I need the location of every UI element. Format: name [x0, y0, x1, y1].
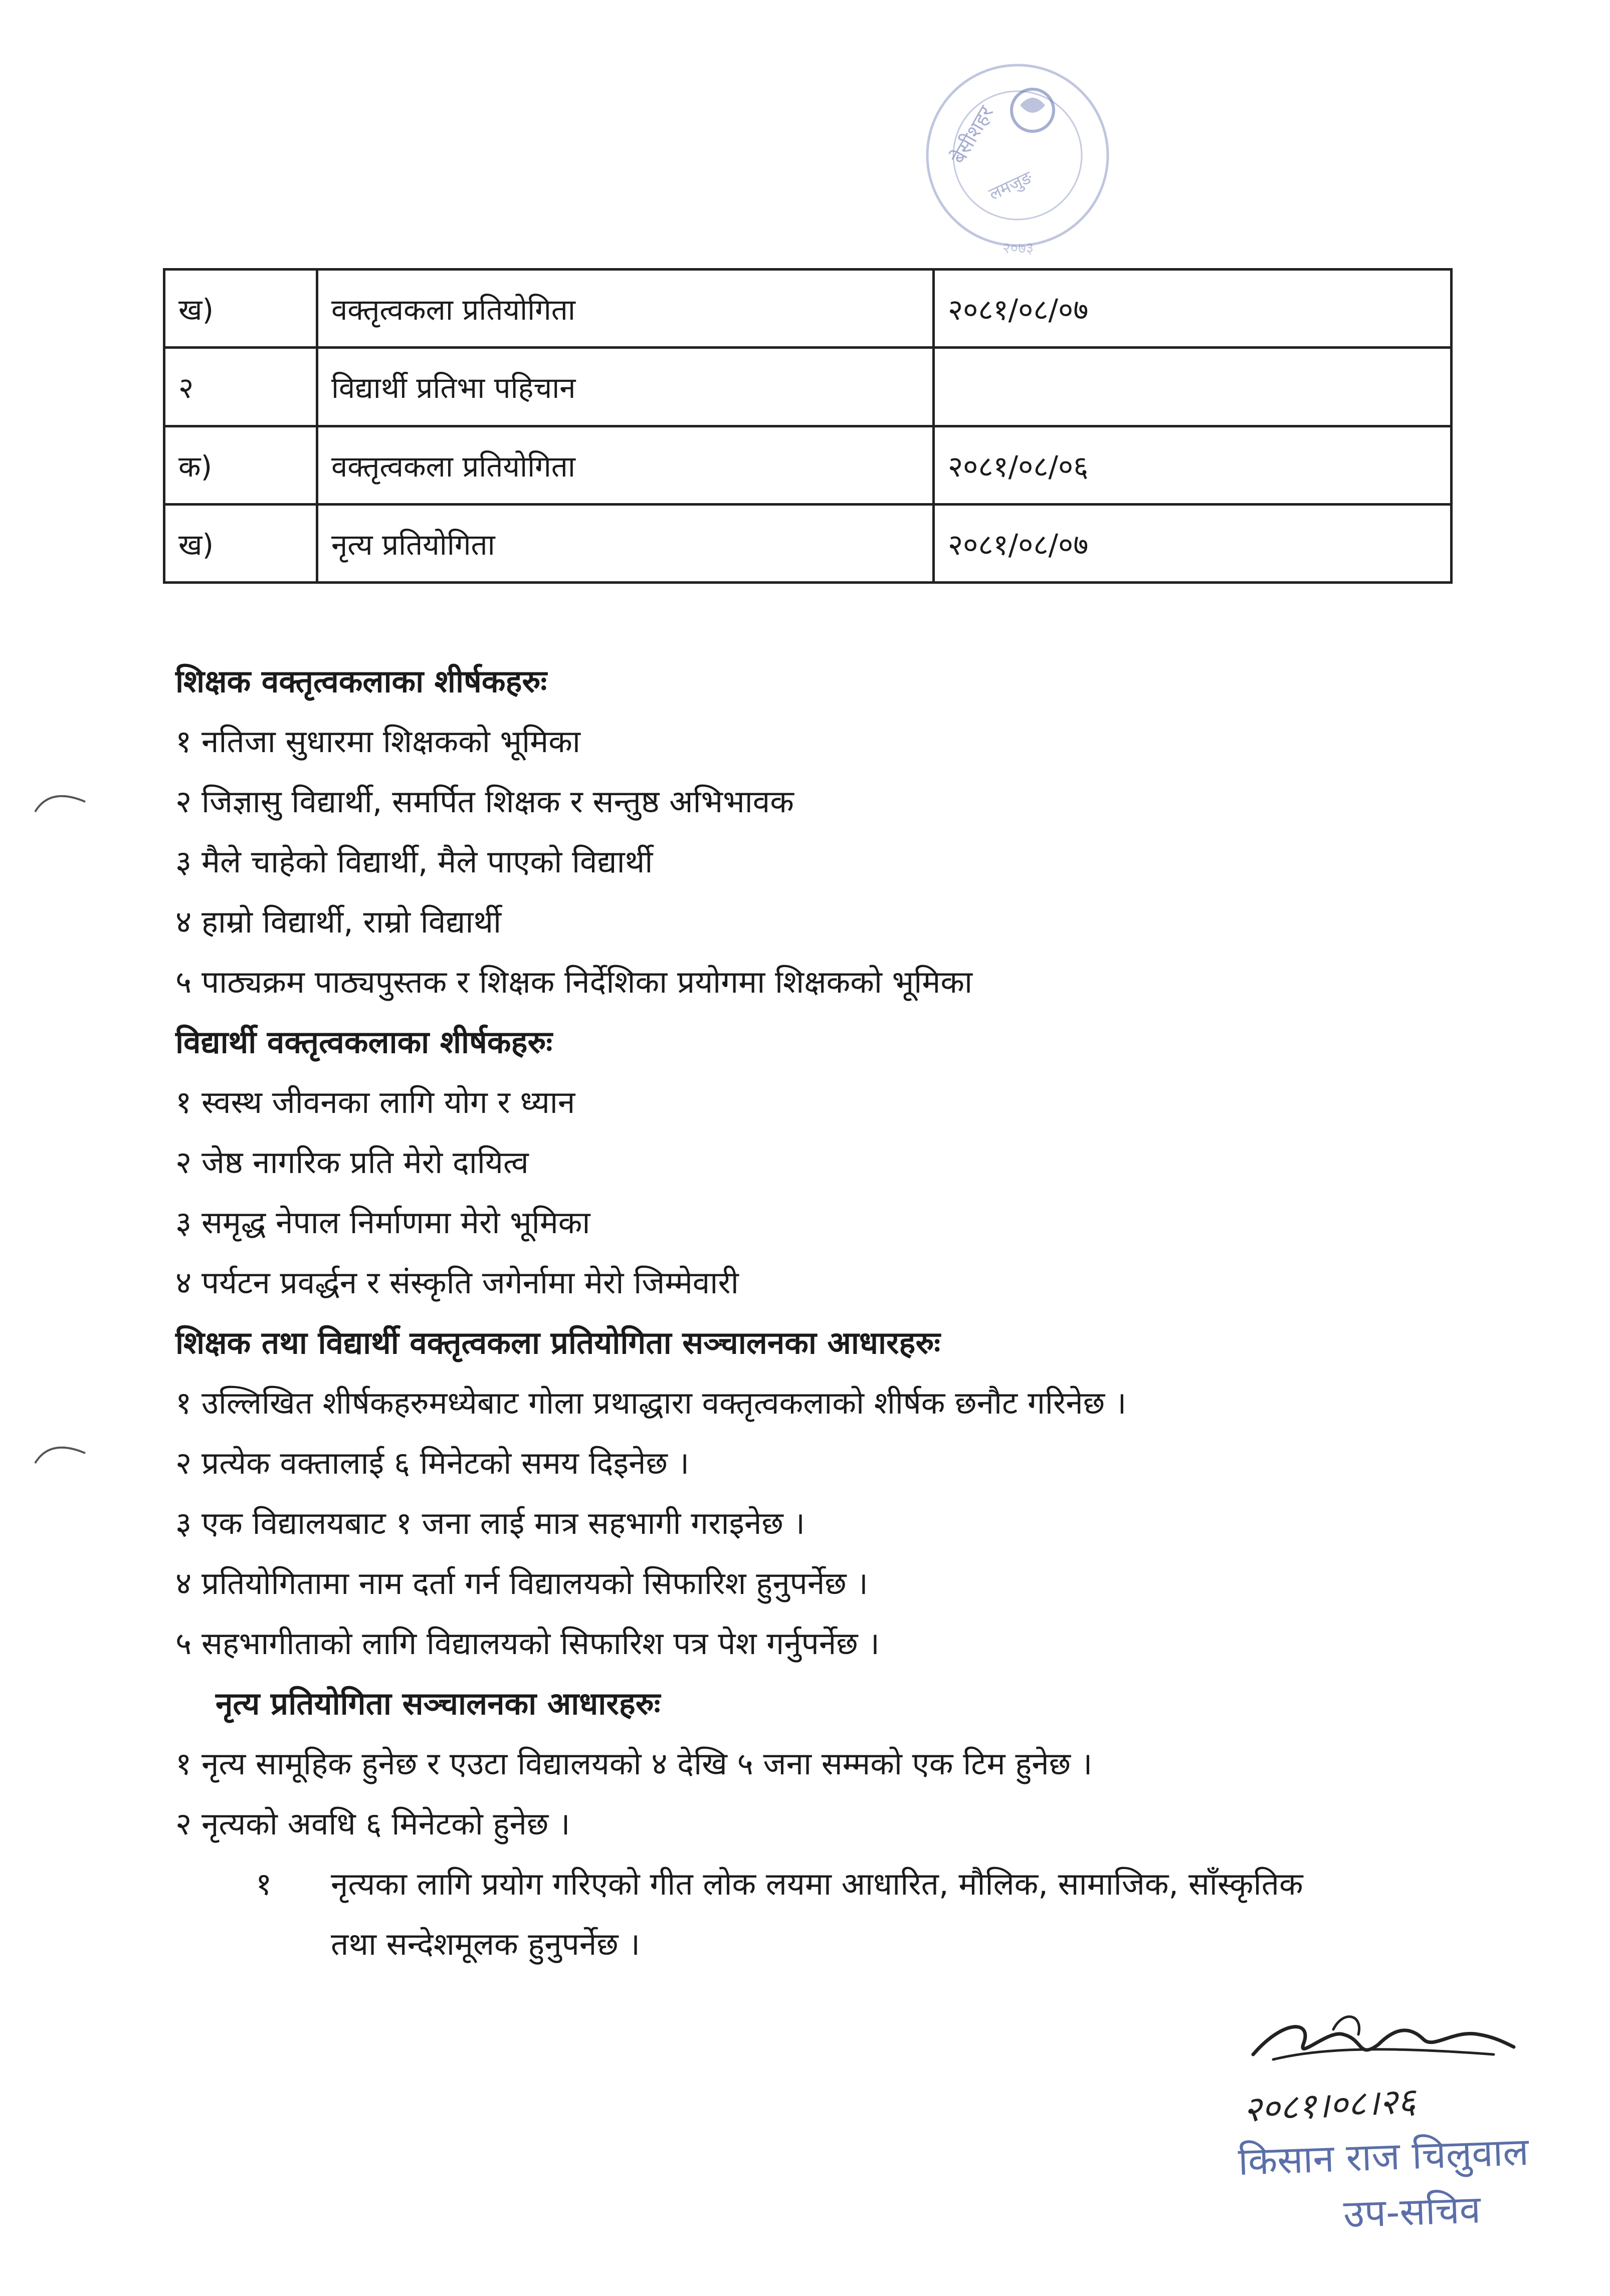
- event-name: नृत्य प्रतियोगिता: [317, 504, 934, 582]
- svg-text:लमजुङ: लमजुङ: [985, 167, 1036, 205]
- teacher-topics-heading: शिक्षक वक्तृत्वकलाका शीर्षकहरुः: [175, 663, 547, 700]
- row-number: ख): [164, 270, 317, 348]
- signatory-title: उप-सचिव: [1342, 2187, 1482, 2236]
- list-item: २ नृत्यको अवधि ६ मिनेटको हुनेछ ।: [175, 1805, 570, 1842]
- svg-text:बेसीशहर: बेसीशहर: [946, 102, 998, 168]
- event-date: २०८१/०८/०७: [934, 504, 1452, 582]
- list-item: ३ समृद्ध नेपाल निर्माणमा मेरो भूमिका: [175, 1204, 590, 1241]
- note-text: नृत्यका लागि प्रयोग गरिएको गीत लोक लयमा आधारित, मौलिक, सामाजिक, साँस्कृतिक: [331, 1866, 1303, 1902]
- row-number: २: [164, 348, 317, 426]
- document-body: [175, 651, 1429, 1974]
- list-item: ४ हाम्रो विद्यार्थी, राम्रो विद्यार्थी: [175, 903, 502, 940]
- list-item: १ स्वस्थ जीवनका लागि योग र ध्यान: [175, 1084, 575, 1120]
- list-item: २ जेष्ठ नागरिक प्रति मेरो दायित्व: [175, 1144, 529, 1181]
- list-item: ५ पाठ्यक्रम पाठ्यपुस्तक र शिक्षक निर्देशिका प्रयोगमा शिक्षकको भूमिका: [175, 964, 973, 1000]
- row-number: ख): [164, 504, 317, 582]
- event-name: वक्तृत्वकला प्रतियोगिता: [317, 270, 934, 348]
- list-item: ३ एक विद्यालयबाट १ जना लाई मात्र सहभागी गराइनेछ ।: [175, 1505, 806, 1541]
- scan-edge-mark: [30, 1433, 90, 1478]
- office-stamp-seal: [917, 50, 1118, 271]
- list-item: ३ मैले चाहेको विद्यार्थी, मैले पाएको विद्यार्थी: [175, 843, 653, 880]
- list-item: १ नृत्य सामूहिक हुनेछ र एउटा विद्यालयको ४ देखि ५ जना सम्मको एक टिम हुनेछ ।: [175, 1745, 1093, 1782]
- note-number: १: [256, 1866, 272, 1902]
- student-topics-heading: विद्यार्थी वक्तृत्वकलाका शीर्षकहरुः: [175, 1024, 553, 1060]
- list-item: ४ प्रतियोगितामा नाम दर्ता गर्न विद्यालयको सिफारिश हुनुपर्नेछ ।: [175, 1565, 868, 1601]
- event-name: वक्तृत्वकला प्रतियोगिता: [317, 426, 934, 504]
- list-item: २ प्रत्येक वक्तालाई ६ मिनेटको समय दिइनेछ ।: [175, 1445, 690, 1481]
- dance-rules-heading: नृत्य प्रतियोगिता सञ्चालनका आधारहरुः: [216, 1685, 661, 1722]
- table-row: [164, 504, 1452, 582]
- signature-date: २०८१।०८।२६: [1242, 2080, 1417, 2130]
- list-item: १ उल्लिखित शीर्षकहरुमध्येबाट गोला प्रथाद्धारा वक्तृत्वकलाको शीर्षक छनौट गरिनेछ ।: [175, 1385, 1127, 1421]
- event-date: [934, 348, 1452, 426]
- signatory-name: किसान राज चिलुवाल: [1237, 2129, 1530, 2184]
- row-number: क): [164, 426, 317, 504]
- table-row: [164, 348, 1452, 426]
- event-date: २०८१/०८/०७: [934, 270, 1452, 348]
- table-row: [164, 426, 1452, 504]
- list-item: ५ सहभागीताको लागि विद्यालयको सिफारिश पत्र पेश गर्नुपर्नेछ ।: [175, 1625, 880, 1662]
- table-row: [164, 270, 1452, 348]
- list-item: १ नतिजा सुधारमा शिक्षकको भूमिका: [175, 723, 580, 760]
- dance-note: [175, 1854, 1429, 1914]
- program-schedule-table: [163, 268, 1453, 584]
- scan-edge-mark: [30, 782, 90, 827]
- event-name: विद्यार्थी प्रतिभा पहिचान: [317, 348, 934, 426]
- event-date: २०८१/०८/०६: [934, 426, 1452, 504]
- svg-text:२०७३: २०७३: [1002, 240, 1034, 257]
- list-item: ४ पर्यटन प्रवर्द्धन र संस्कृति जगेर्नामा मेरो जिम्मेवारी: [175, 1264, 739, 1301]
- speech-rules-heading: शिक्षक तथा विद्यार्थी वक्तृत्वकला प्रतियोगिता सञ्चालनका आधारहरुः: [175, 1324, 940, 1361]
- note-text-continued: तथा सन्देशमूलक हुनुपर्नेछ ।: [331, 1926, 640, 1962]
- handwritten-signature: [1243, 1999, 1524, 2075]
- list-item: २ जिज्ञासु विद्यार्थी, समर्पित शिक्षक र सन्तुष्ठ अभिभावक: [175, 783, 794, 820]
